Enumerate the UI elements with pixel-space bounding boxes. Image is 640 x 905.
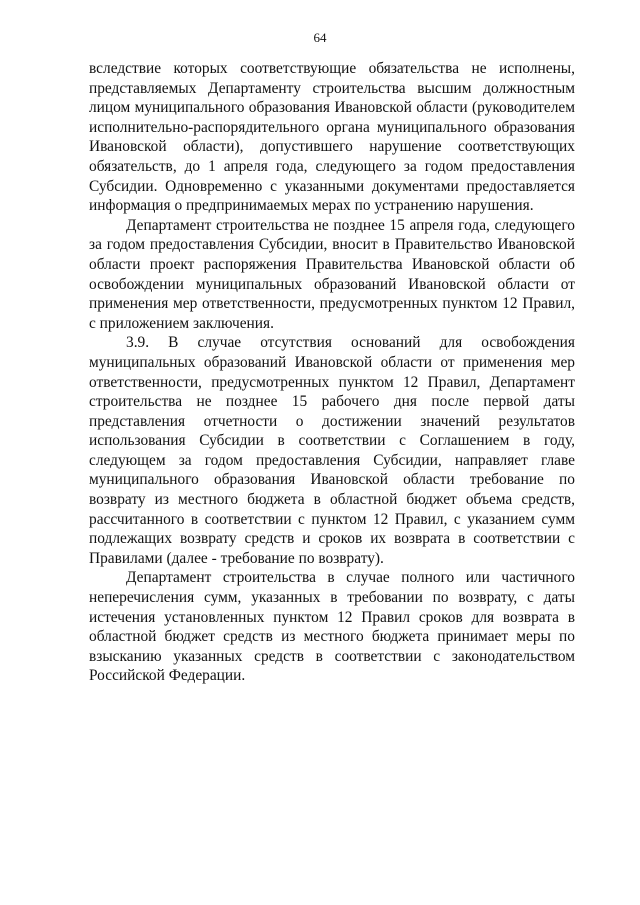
document-body: [89, 59, 575, 686]
paragraph-clause-3-9: 3.9. В случае отсутствия оснований для освобождения муниципальных образований Ивановской области от применения мер ответственности, предусмотренных пунктом 12 Правил, Департамент строительства не позднее 15 рабочего дня после первой даты представления отчетности о достижении значений результатов использования Субсидии в соответствии с Соглашением в году, следующем за годом предоставления Субсидии, направляет главе муниципального образования Ивановской области требование по возврату из местного бюджета в областной бюджет объема средств, рассчитанного в соответствии с пунктом 12 Правил, с указанием сумм подлежащих возврату средств и сроков их возврата в соответствии с Правилами (далее - требование по возврату).: [89, 334, 575, 567]
paragraph-continuation: вследствие которых соответствующие обязательства не исполнены, представляемых Департаменту строительства высшим должностным лицом муниципального образования Ивановской области (руководителем исполнительно-распорядительного органа муниципального образования Ивановской области), допустившего нарушение соответствующих обязательств, до 1 апреля года, следующего за годом предоставления Субсидии. Одновременно с указанными документами предоставляется информация о предпринимаемых мерах по устранению нарушения.: [89, 60, 575, 215]
paragraph-recovery-measures: Департамент строительства в случае полного или частичного неперечисления сумм, указанных в требовании по возврату, с даты истечения установленных пунктом 12 Правил сроков для возврата в областной бюджет средств из местного бюджета принимает меры по взысканию указанных средств в соответствии с законодательством Российской Федерации.: [89, 569, 575, 685]
paragraph-department-deadline: Департамент строительства не позднее 15 апреля года, следующего за годом предоставления Субсидии, вносит в Правительство Ивановской области проект распоряжения Правительства Ивановской области об освобождении муниципальных образований Ивановской области от применения мер ответственности, предусмотренных пунктом 12 Правил, с приложением заключения.: [89, 216, 575, 332]
page-number: 64: [313, 30, 327, 45]
